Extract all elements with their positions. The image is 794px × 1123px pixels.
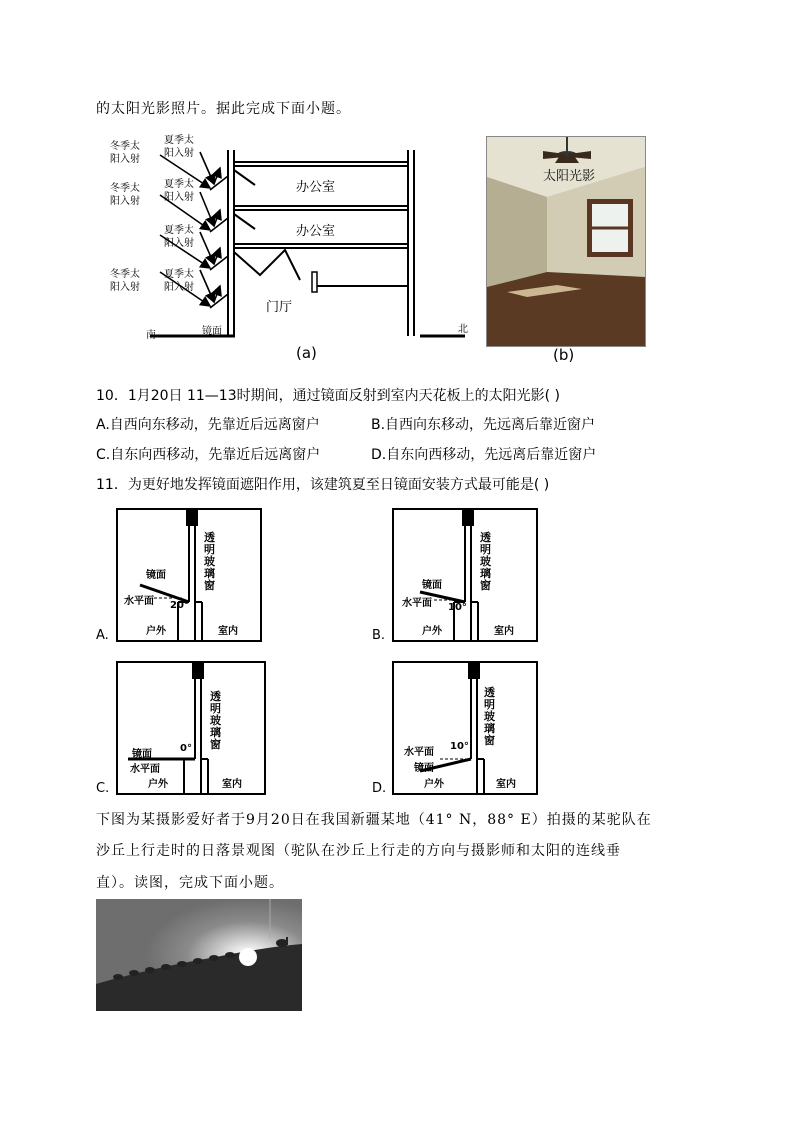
winter-sun-label-3: 冬季太阳入射: [110, 269, 140, 293]
q10-option-b: B.自西向东移动，先远离后靠近窗户: [371, 417, 596, 433]
q10-option-c: C.自东向西移动，先靠近后远离窗户: [96, 447, 321, 463]
indoor-label-d: 室内: [496, 779, 516, 790]
q10-option-a: A.自西向东移动，先靠近后远离窗户: [96, 417, 320, 433]
horizontal-label-d: 水平面: [404, 747, 434, 758]
north-label: 北: [458, 324, 468, 335]
south-label: 南: [146, 330, 156, 341]
camel-caravan-drawing: [96, 899, 302, 1011]
outdoor-label-b: 户外: [422, 626, 442, 637]
lobby-label: 门厅: [266, 300, 293, 315]
q11-option-c-letter: C.: [96, 781, 110, 796]
window-label-a: 透明玻璃窗: [204, 531, 215, 592]
passage2-line3: 直）。读图，完成下面小题。: [96, 875, 284, 891]
figure-b-caption: (b): [553, 346, 575, 364]
window-label-d: 透明玻璃窗: [484, 686, 495, 747]
intro-tail-text: 的太阳光影照片。据此完成下面小题。: [96, 101, 351, 117]
window-label-c: 透明玻璃窗: [210, 690, 221, 751]
outdoor-label-c: 户外: [148, 779, 168, 790]
q11-option-d-letter: D.: [372, 781, 387, 796]
passage2-line2: 沙丘上行走时的日落景观图（驼队在沙丘上行走的方向与摄影师和太阳的连线垂: [96, 843, 621, 859]
winter-sun-label-1: 冬季太阳入射: [110, 141, 140, 165]
mirror-label-d: 镜面: [414, 763, 434, 774]
indoor-label-c: 室内: [222, 779, 242, 790]
q11-diagram-b: [392, 508, 538, 642]
summer-sun-label-1: 夏季太阳入射: [164, 135, 194, 159]
mirror-diagram-a: [118, 510, 260, 640]
mirror-label: 镜面: [202, 326, 222, 337]
q11-diagram-a: [116, 508, 262, 642]
summer-sun-label-3: 夏季太阳入射: [164, 225, 194, 249]
summer-sun-label-2: 夏季太阳入射: [164, 179, 194, 203]
angle-label-c: 0°: [180, 743, 192, 754]
angle-label-d: 10°: [450, 741, 469, 752]
figure-a: [110, 135, 480, 368]
figure-a-caption: (a): [296, 344, 317, 362]
building-section-diagram: [110, 140, 480, 368]
camel-caravan-photo: [96, 899, 302, 1011]
winter-sun-label-2: 冬季太阳入射: [110, 183, 140, 207]
outdoor-label-d: 户外: [424, 779, 444, 790]
mirror-label-a: 镜面: [146, 570, 166, 581]
angle-label-b: 10°: [448, 602, 467, 613]
q11-option-b-letter: B.: [372, 628, 386, 643]
horizontal-label-c: 水平面: [130, 764, 160, 775]
q10-stem: 10．1月20日 11—13时期间，通过镜面反射到室内天花板上的太阳光影( ): [96, 388, 560, 404]
mirror-label-b: 镜面: [422, 580, 442, 591]
q11-stem: 11．为更好地发挥镜面遮阳作用，该建筑夏至日镜面安装方式最可能是( ): [96, 477, 550, 493]
outdoor-label-a: 户外: [146, 626, 166, 637]
office-label-2: 办公室: [296, 224, 336, 239]
q11-option-a-letter: A.: [96, 628, 109, 643]
horizontal-label-b: 水平面: [402, 598, 432, 609]
passage2-line1: 下图为某摄影爱好者于9月20日在我国新疆某地（41° N，88° E）拍摄的某驼队在: [96, 812, 652, 828]
summer-sun-label-4: 夏季太阳入射: [164, 269, 194, 293]
sunlight-label: 太阳光影: [543, 169, 596, 184]
room-photo: [486, 136, 646, 347]
q11-diagram-c: [116, 661, 266, 795]
indoor-label-b: 室内: [494, 626, 514, 637]
indoor-label-a: 室内: [218, 626, 238, 637]
angle-label-a: 20°: [170, 600, 189, 611]
mirror-diagram-b: [394, 510, 536, 640]
q11-diagram-d: [392, 661, 538, 795]
q10-option-d: D.自东向西移动，先远离后靠近窗户: [371, 447, 597, 463]
mirror-label-c: 镜面: [132, 749, 152, 760]
office-label-1: 办公室: [296, 180, 336, 195]
window-label-b: 透明玻璃窗: [480, 531, 491, 592]
horizontal-label-a: 水平面: [124, 596, 154, 607]
